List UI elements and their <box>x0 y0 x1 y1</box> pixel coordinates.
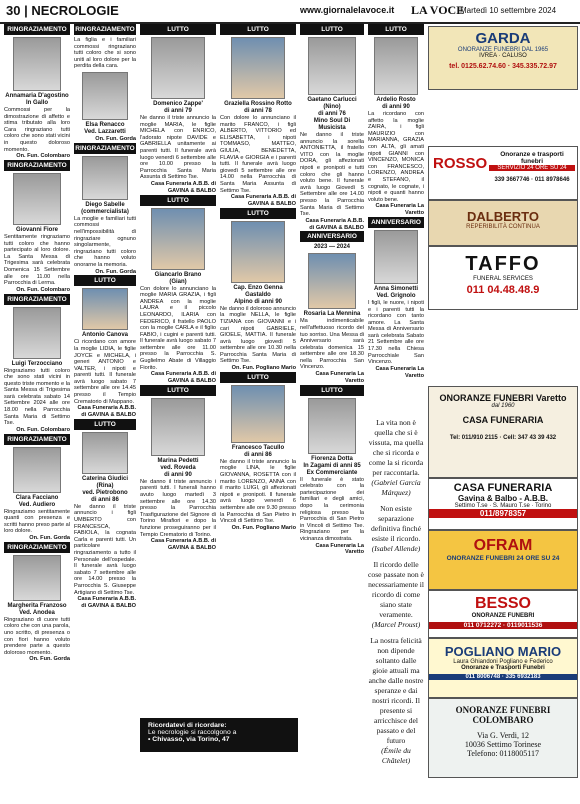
funeral-home: Casa Funeraria A.B.B. di GAVINA & BALBO <box>150 538 216 551</box>
deceased-name: Elsa Renacco Ved. Lazzaretti <box>84 121 126 135</box>
section-label: ANNIVERSARIO <box>368 217 424 228</box>
anniversary-years: 2023 — 2024 <box>313 244 351 251</box>
section-label: LUTTO <box>220 208 296 219</box>
contact-box: Ricordatevi di ricordare: Le necrologie si raccolgono a • Chivasso, via Torino, 47 <box>140 718 298 752</box>
notice-text: Ringraziamo sentitamente quanti con presenza e scritti hanno preso parte al loro dolore. <box>4 508 70 535</box>
portrait-photo <box>151 37 205 99</box>
column-5 <box>300 24 364 556</box>
deceased-name: Ardelio Rosto di anni 90 <box>376 97 416 110</box>
ad-pogliano[interactable]: POGLIANO MARIO Laura Ghiandoni Pogliano e Federico Onoranze e Trasporti Funebri 011 8006748 · 335 6932183 <box>428 638 578 698</box>
funeral-home: Casa Funeraria A.B.B. di GAVINA & BALBO <box>305 217 364 231</box>
portrait-photo <box>13 307 61 359</box>
portrait-photo <box>82 288 128 330</box>
funeral-home: On. Fun. Colombaro <box>16 286 70 293</box>
section-label: RINGRAZIAMENTO <box>4 294 70 305</box>
quote: Il ricordo delle cose passate non è necessariamente il ricordo di come siano state veramente. (Marcel Proust) <box>368 560 424 629</box>
poem-column <box>368 418 424 772</box>
notice-text: I figli, le nuore, i nipoti e i parenti tutti la ricordano con tanto amore. La Santa Messa di Anniversario sarà celebrata Sabato 21 Settembre alle ore 17.30 nella Chiesa Parrocchiale San Vincenzo. <box>368 299 424 366</box>
funeral-home: Casa Funeraria A.B.B. di GAVINA & BALBO <box>77 596 136 609</box>
deceased-name: Clara Facciano Ved. Audiero <box>15 494 59 508</box>
column-3 <box>140 24 216 552</box>
funeral-home: Casa Funeraria A.B.B. di GAVINA & BALBO <box>77 405 136 419</box>
section-label: LUTTO <box>74 419 136 430</box>
notice-text: Il funerale è stato celebrato con la partecipazione dei familiari e degli amici, dopo la cerimonia religiosa presso la Parrocchia di San Pietro in Vincoli di Settimo Tse. Ringraziano per la vicinanza dimostrata. <box>300 476 364 542</box>
notice-text: Con dolore lo annunciano la moglie MARIA GRAZIA, i figli ANDREA con la moglie LAURA e il piccolo LEONARDO, ILARIA con FEDERICO, il fratello PAOLO con la moglie CARLA e il figlio FABIO, i cugini e parenti tutti. Il funerale avrà luogo sabato 7 settembre alle ore 11.00 presso la Parrocchia S. Guglielmo Abate di Villaggio Fiorito. <box>140 285 216 371</box>
ad-ofram[interactable]: OFRAM ONORANZE FUNEBRI 24 ORE SU 24 <box>428 530 578 590</box>
portrait-photo <box>151 208 205 270</box>
funeral-home: On. Fun. Gorda <box>95 268 136 275</box>
funeral-home: Casa Funeraria La Varetto <box>315 371 364 384</box>
notice-text: Ma indimenticabile nell'affettuoso ricordo del tuo sorriso. Una Messa di Anniversario sarà celebrata domenica 15 settembre alle ore 18.30 nella Parrocchia San Vincenzo. <box>300 318 364 371</box>
ad-gavina-balbo[interactable]: CASA FUNERARIA Gavina & Balbo - A.B.B. Settimo T.se · S. Mauro T.se · Torino 011/8978357 <box>428 478 578 530</box>
deceased-name: Giovanni Fiore <box>15 226 58 233</box>
section-label: RINGRAZIAMENTO <box>75 144 135 152</box>
funeral-home: On. Fun. Colombaro <box>16 426 70 433</box>
notice-text: Ne danno il triste annuncio i parenti tutti. I funerali hanno avuto luogo martedì 3 settembre alle ore 14.30 presso la Parrocchia Trasfigurazione del Signore di Torino Mirafiori e dopo la funzione proseguiranno per il Tempio Crematorio di Torino. <box>140 478 216 538</box>
notice-text: Ne danno il triste annuncio i figli UMBERTO con FRANCESCA, FABIOLA, la cognata Carla e parenti tutti. Un particolare ringraziamento a tutto il Personale dell'ospedale. Il funerale avrà luogo sabato 7 settembre alle ore 14.00 presso la Parrocchia S. Giuseppe Artigiano di Settimo Tse. <box>74 503 136 596</box>
notice-text: Con dolore lo annunciano il marito FRANCO, i figli ALBERTO, VITTORIO ed ELISABETTA, i nipoti TOMMASO, MATTEO, GIULIA, BENEDETTA, FLAVIA e GIORGIA e i parenti tutti. Il funerale avrà luogo giovedì 5 settembre alle ore 14.00 nella Parrocchia di Santa Maria Assunta di Settimo Tse. <box>220 115 296 194</box>
funeral-home: Casa Funeraria La Varetto <box>315 542 364 556</box>
page-number: 30 | NECROLOGIE <box>6 3 119 18</box>
section-label: LUTTO <box>368 24 424 35</box>
deceased-name: Diego Sabelle (commercialista) <box>81 201 129 215</box>
deceased-name: Caterina Giudici (Rina) ved. Pietrobono di anni 86 <box>81 475 128 503</box>
portrait-photo <box>82 72 128 120</box>
section-label: LUTTO <box>220 24 296 35</box>
column-6 <box>368 24 424 379</box>
deceased-name: Cap. Enzo Genna Gastaldo Alpino di anni 90 <box>233 284 283 305</box>
funeral-home: Casa Funeraria A.B.B. di GAVINA & BALBO <box>230 194 296 207</box>
notice-text: Ne danno il triste annuncio la sorella ANTONIETTA, il fratello VITO con la moglie DORA, gli affezionati nipoti e pronipoti e tutti coloro che gli hanno voluto bene. Il funerale avrà luogo Giovedì 5 Settembre alle ore 14.00 presso la Parrocchia Santa Maria di Settimo Tse. <box>300 132 364 218</box>
notice-text: Ringraziamo tutti coloro che sono stati vicini in questo triste momento e la Santa Messa di Trigesima sarà celebrata sabato 14 Settembre 2024 alle ore 18.00 nella Parrocchia Santa Maria di Settimo Tse. <box>4 367 70 427</box>
funeral-home: Casa Funeraria La Varetto <box>375 203 424 217</box>
funeral-home: Casa Funeraria A.B.B. di GAVINA & BALBO <box>150 371 216 385</box>
deceased-name: Gaetano Carlucci (Nino) di anni 76 Mino Soul Di Musicista <box>307 97 357 131</box>
deceased-name: Marina Pedetti ved. Roveda di anni 90 <box>157 457 199 478</box>
funeral-home: On. Fun. Gorda <box>29 535 70 542</box>
section-label: RINGRAZIAMENTO <box>4 434 70 445</box>
deceased-name: Fiorenza Dotta In Zagami di anni 85 Ex Commerciante <box>303 455 361 476</box>
column-4 <box>220 24 296 532</box>
issue-date: Martedì 10 settembre 2024 <box>460 6 557 15</box>
quote: La nostra felicità non dipende soltanto dalle gioie attuali ma anche dalle nostre speranze e dai nostri ricordi. Il presente si arricchisce del passato e del futuro (Émile du Châtelet) <box>368 636 424 765</box>
section-label: RINGRAZIAMENTO <box>4 160 70 171</box>
page-header <box>0 0 580 24</box>
column-1 <box>4 24 70 663</box>
ad-taffo[interactable]: TAFFO FUNERAL SERVICES 011 04.48.48.9 <box>428 246 578 310</box>
funeral-home: On. Fun. Colombaro <box>16 153 70 160</box>
portrait-photo <box>82 432 128 474</box>
portrait-photo <box>13 555 61 601</box>
ad-varetto[interactable]: ONORANZE FUNEBRI Varetto dal 1960 CASA FUNERARIA Tel: 011/910 2115 · Cell: 347 43 39 432 <box>428 386 578 478</box>
notice-text: La ricordano con affetto la moglie ZAIRA, i figli MAURIZIO con MARIANNA, GRAZIA con ALTA, gli amati nipoti GIANNI con VINCENZO, MONICA con FRANCESCO, LORENZO, ANDREA e STEFANO, il cognato, le cognate, i nipoti e quanti hanno voluto bene. <box>368 111 424 203</box>
funeral-home: On. Fun. Pogliano Mario <box>231 365 296 372</box>
funeral-home: Casa Funeraria A.B.B. di GAVINA & BALBO <box>150 180 216 194</box>
notice-text: La moglie e familiari tutti commossi nell'impossibilità di ringraziare ognuno singolarmente, ringraziano tutti coloro che hanno voluto onorarne la memoria. <box>74 215 136 268</box>
section-label: LUTTO <box>74 275 136 286</box>
section-label: ANNIVERSARIO <box>300 231 364 242</box>
section-label: LUTTO <box>140 195 216 206</box>
section-label: LUTTO <box>300 385 364 396</box>
section-label: LUTTO <box>300 24 364 35</box>
quote: Non esiste separazione definitiva finché esiste il ricordo. (Isabel Allende) <box>371 504 421 553</box>
portrait-photo <box>82 156 128 200</box>
notice-text: Ne danno il triste annuncio la moglie MARIA, le figlie MICHELA con ENRICO, l'adorato nipote DAVIDE e GABRIELLA unitamente ai parenti tutti. Il funerale avrà luogo venerdì 6 settembre alle ore 10.00 presso la Parrocchia Santa Maria Assunta di Settimo Tse. <box>140 115 216 181</box>
section-label: RINGRAZIAMENTO <box>4 542 70 553</box>
portrait-photo <box>308 398 356 454</box>
section-label: LUTTO <box>140 24 216 35</box>
portrait-photo <box>308 37 356 95</box>
deceased-name: Annamaria D'agostino In Gallo <box>5 93 69 106</box>
deceased-name: Luigi Terzocciano <box>11 360 63 367</box>
funeral-home: Casa Funeraria La Varetto <box>375 365 424 379</box>
funeral-home: On. Fun. Gorda <box>95 135 136 142</box>
section-label: LUTTO <box>140 385 216 396</box>
ad-colombaro[interactable]: ONORANZE FUNEBRI COLOMBARO Via G. Verdi, 12 10036 Settimo Torinese Telefono: 0118005117 <box>428 698 578 778</box>
notice-text: Ringraziano di cuore tutti coloro che con una parola, uno scritto, di presenza o con fiori hanno voluto prendere parte a questo doloroso momento. <box>4 616 70 656</box>
ad-rosso[interactable]: ROSSO Onoranze e trasporti funebri SERVIZIO 24 ORE SU 24 339 3667746 · 011 8978646 <box>428 146 578 200</box>
notice-text: Ci ricordano con amore la moglie LIDIA, le figlie JOYCE e MICHELA, i generi ANTONIO e VALTER, i nipoti e parenti tutti. Il funerale avrà luogo sabato 7 settembre alle ore 14.45 presso il Tempio Crematorio di Mappano. <box>74 339 136 405</box>
deceased-name: Antonio Canova <box>82 332 128 339</box>
newspaper-logo: LA VOCE <box>411 3 465 17</box>
funeral-home: On. Fun. Pogliano Mario <box>231 524 296 531</box>
quote: La vita non è quella che si è vissuta, ma quella che si ricorda e come la si ricorda per raccontarla. (Gabriel García Márquez) <box>368 418 424 497</box>
funeral-home: On. Fun. Gorda <box>29 656 70 663</box>
section-label: LUTTO <box>220 372 296 383</box>
ad-dalberto[interactable]: DALBERTO REPERIBILITÀ CONTINUA <box>428 200 578 246</box>
portrait-photo <box>374 230 418 284</box>
portrait-photo <box>308 253 356 309</box>
portrait-photo <box>231 385 285 443</box>
ad-besso[interactable]: BESSO ONORANZE FUNEBRI 011 0712272 · 0119011536 <box>428 590 578 638</box>
portrait-photo <box>13 447 61 493</box>
section-label: RINGRAZIAMENTO <box>75 26 135 33</box>
notice-text: Ne danno il triste annuncio la moglie LINA, le figlie GIOVANNA, ROSETTA con il marito LORENZO, ANNA con il marito LUIGI, gli affezionati nipoti e pronipoti. Il funerale avrà luogo venerdì 6 settembre alle ore 9.30 presso la Parrocchia di San Pietro in Vincoli di Settimo Tse. <box>220 458 296 525</box>
notice-text: Sentitamente ringraziamo tutti coloro che hanno partecipato al loro dolore. La Santa Messa di Trigesima sarà celebrata Domenica 15 Settembre alle ore 11.00 nella Parrocchia di Lerma. <box>4 233 70 287</box>
ad-garda[interactable]: GARDA ONORANZE FUNEBRI DAL 1965 IVREA · CALUSO tel. 0125.62.74.60 · 345.335.72.97 <box>428 26 578 90</box>
portrait-photo <box>151 398 205 456</box>
deceased-name: Giancarlo Brano (Gian) <box>154 271 202 285</box>
portrait-photo <box>231 37 285 99</box>
deceased-name: Graziella Rossino Rotto di anni 78 <box>224 101 292 114</box>
portrait-photo <box>13 173 61 225</box>
deceased-name: Anna Simonetti Ved. Grignolo <box>373 285 418 299</box>
deceased-name: Rosaria La Mennina <box>303 311 361 318</box>
notice-text: La figlia e i familiari commossi ringraziano tutti coloro che si sono uniti al loro dolore per la perdita della cara. <box>74 37 136 70</box>
portrait-photo <box>374 37 418 95</box>
section-label: RINGRAZIAMENTO <box>4 24 70 35</box>
portrait-photo <box>231 221 285 283</box>
deceased-name: Margherita Franzoso Ved. Anodea <box>7 602 67 616</box>
site-url[interactable]: www.giornalelavoce.it <box>300 5 395 15</box>
portrait-photo <box>13 37 61 91</box>
column-2 <box>74 24 136 610</box>
notice-text: Ne danno il doloroso annuncio la moglie NELLA, le figlie TIZIANA con GIOVANNI e i cari nipoti GABRIELE, GIOELE, MATTIA. Il funerale avrà luogo giovedì 5 settembre alle ore 10.30 nella Parrocchia Santa Maria di Settimo Tse. <box>220 305 296 365</box>
deceased-name: Francesco Tacullo di anni 86 <box>231 444 285 458</box>
notice-text: Commossi per la dimostrazione di affetto e stima tributato alla loro Cara ringraziano tutti coloro che sono stati vicini in questo doloroso momento. <box>4 107 70 153</box>
deceased-name: Domenico Zappe' di anni 79 <box>153 101 203 114</box>
